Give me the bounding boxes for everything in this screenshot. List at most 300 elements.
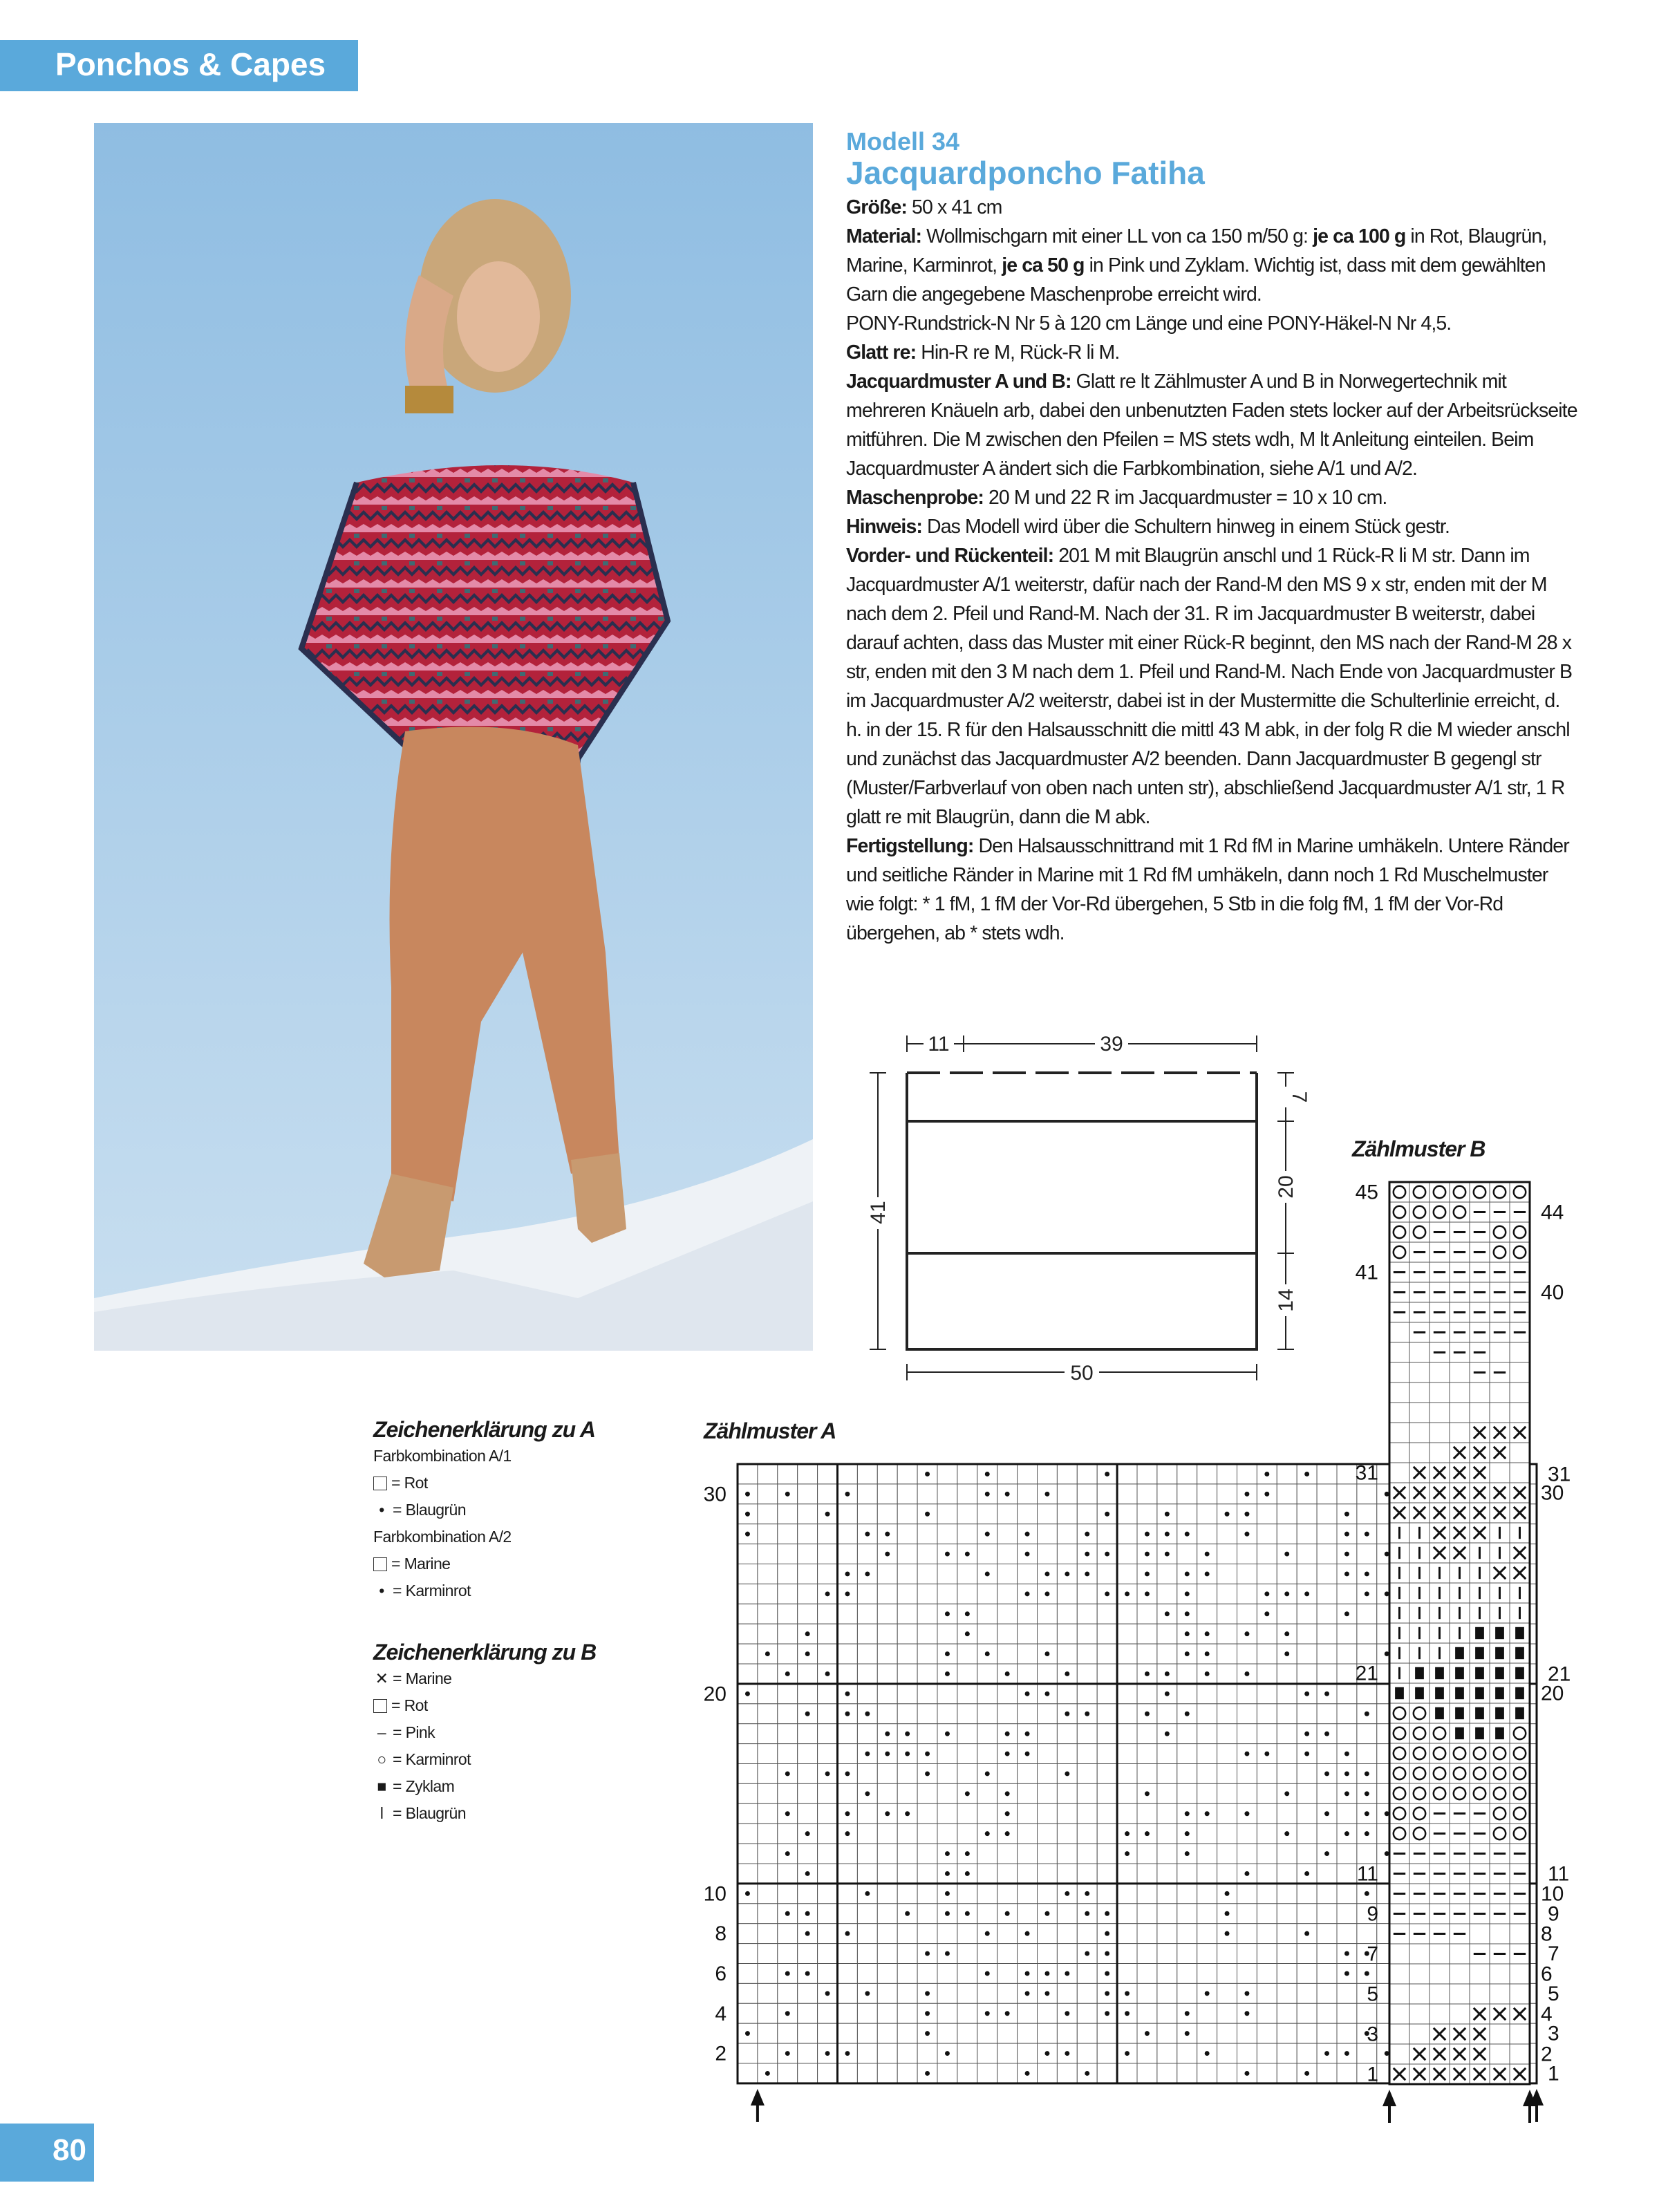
grid-cell — [838, 1724, 858, 1744]
grid-cell — [977, 1803, 997, 1824]
grid-cell — [897, 1604, 917, 1624]
grid-cell — [1409, 1743, 1430, 1763]
grid-cell — [977, 1504, 997, 1524]
legend-a-combo1-item: • = Blaugrün — [373, 1497, 622, 1524]
dot-mark — [925, 1771, 930, 1776]
grid-cell — [1057, 2023, 1077, 2043]
dot-mark — [1264, 1472, 1269, 1477]
grid-cell — [1317, 1824, 1337, 1844]
dot-mark — [1044, 1991, 1049, 1996]
square-mark — [1515, 1687, 1524, 1699]
row-label: 5 — [1367, 1983, 1378, 2006]
grid-cell — [1057, 1624, 1077, 1644]
grid-cell — [778, 1704, 798, 1724]
square-mark — [1475, 1687, 1484, 1699]
grid-cell — [778, 2023, 798, 2043]
grid-cell — [1057, 1983, 1077, 2003]
dot-mark — [805, 1712, 810, 1716]
square-mark — [1475, 1707, 1484, 1719]
grid-cell — [818, 2063, 838, 2083]
grid-cell — [1077, 1504, 1097, 1524]
dot-mark — [1205, 1651, 1210, 1656]
grid-cell — [1217, 1864, 1237, 1884]
grid-cell — [1197, 1684, 1217, 1704]
grid-cell — [1018, 1864, 1038, 1884]
dot-mark — [985, 1571, 990, 1576]
grid-cell — [877, 1924, 897, 1944]
grid-cell — [957, 1824, 977, 1844]
dot-mark — [805, 1971, 810, 1976]
dot-mark — [1185, 1532, 1190, 1537]
grid-cell — [1450, 1423, 1470, 1443]
grid-cell — [1038, 1944, 1058, 1964]
dot-mark — [1065, 2011, 1069, 2016]
grid-cell — [1197, 2023, 1217, 2043]
square-mark — [1455, 1647, 1464, 1659]
grid-cell — [877, 1884, 897, 1904]
grid-cell — [1490, 1182, 1510, 1202]
grid-cell — [1217, 1544, 1237, 1564]
grid-cell — [758, 2023, 778, 2043]
grid-cell — [1157, 1844, 1177, 1864]
dot-mark — [985, 1472, 990, 1477]
dot-mark — [1105, 1991, 1109, 1996]
instruction-stockinette: Glatt re: Hin-R re M, Rück-R li M. — [846, 341, 1120, 364]
grid-cell — [1157, 1964, 1177, 1984]
dot-mark — [825, 1771, 830, 1776]
grid-cell — [1490, 1763, 1510, 1783]
grid-cell — [897, 1644, 917, 1664]
grid-cell — [1157, 1884, 1177, 1904]
grid-cell — [1297, 1564, 1317, 1584]
grid-cell — [1157, 1924, 1177, 1944]
grid-cell — [1450, 1743, 1470, 1763]
grid-cell — [1237, 1904, 1257, 1924]
dot-mark — [925, 1752, 930, 1756]
grid-cell — [937, 1564, 957, 1584]
grid-cell — [917, 1904, 937, 1924]
grid-cell — [1277, 1704, 1297, 1724]
grid-cell — [937, 1684, 957, 1704]
grid-cell — [758, 1724, 778, 1744]
dot-mark — [845, 1831, 850, 1836]
grid-cell — [1297, 1904, 1317, 1924]
grid-cell — [1389, 1322, 1409, 1342]
legend-b-item: ǀ = Blaugrün — [373, 1800, 622, 1827]
grid-cell — [1317, 1944, 1337, 1964]
grid-cell — [778, 1544, 798, 1564]
grid-cell — [1137, 1604, 1157, 1624]
grid-cell — [997, 1524, 1018, 1544]
grid-cell — [1297, 1764, 1317, 1784]
grid-cell — [997, 1964, 1018, 1984]
dot-mark — [965, 1871, 970, 1876]
grid-cell — [1038, 1803, 1058, 1824]
grid-cell — [1237, 1844, 1257, 1864]
grid-cell — [1077, 1964, 1097, 1984]
grid-cell — [1510, 1382, 1530, 1403]
dot-mark — [1244, 1532, 1249, 1537]
grid-cell — [1277, 1524, 1297, 1544]
dot-mark — [745, 2031, 750, 2036]
grid-cell — [1137, 1764, 1157, 1784]
dot-mark — [765, 2071, 770, 2076]
dot-mark — [1284, 1591, 1289, 1596]
grid-cell — [897, 1764, 917, 1784]
grid-cell — [758, 1464, 778, 1484]
dot-mark — [1145, 1591, 1150, 1596]
dot-mark — [965, 1911, 970, 1916]
grid-cell — [1137, 1844, 1157, 1864]
square-mark — [1475, 1727, 1484, 1739]
grid-cell — [798, 1684, 818, 1704]
grid-cell — [1137, 1724, 1157, 1744]
grid-cell — [1157, 1824, 1177, 1844]
row-label: 6 — [715, 1962, 727, 1985]
dot-mark — [1225, 1512, 1230, 1517]
grid-cell — [1317, 1744, 1337, 1764]
grid-cell — [1157, 1983, 1177, 2003]
grid-cell — [1277, 1744, 1297, 1764]
grid-cell — [1470, 1783, 1490, 1803]
square-mark — [1455, 1727, 1464, 1739]
dim-top-left: 11 — [928, 1033, 950, 1056]
grid-cell — [897, 1824, 917, 1844]
grid-cell — [1409, 2024, 1430, 2044]
dot-mark — [1065, 1671, 1069, 1676]
grid-cell — [1018, 1664, 1038, 1684]
grid-cell — [818, 1864, 838, 1884]
grid-cell — [997, 1684, 1018, 1704]
grid-cell — [997, 1504, 1018, 1524]
dot-mark — [1085, 1911, 1089, 1916]
grid-cell — [1137, 1644, 1157, 1664]
grid-cell — [917, 1624, 937, 1644]
grid-cell — [1237, 1564, 1257, 1584]
grid-cell — [818, 1484, 838, 1504]
grid-cell — [838, 1964, 858, 1984]
grid-cell — [1450, 1362, 1470, 1382]
dot-mark — [965, 1791, 970, 1796]
grid-cell — [857, 1904, 877, 1924]
grid-cell — [1117, 1464, 1137, 1484]
square-mark — [1495, 1647, 1504, 1659]
dot-mark — [1025, 1732, 1030, 1736]
row-label: 9 — [1548, 1902, 1559, 1926]
grid-cell — [1018, 1564, 1038, 1584]
dot-mark — [1005, 1671, 1010, 1676]
grid-cell — [1237, 2043, 1257, 2063]
square-mark — [1435, 1707, 1444, 1719]
dot-mark — [1244, 2071, 1249, 2076]
grid-cell — [1317, 1544, 1337, 1564]
grid-cell — [977, 1704, 997, 1724]
grid-cell — [1217, 1803, 1237, 1824]
dot-mark — [1185, 1811, 1190, 1816]
grid-cell — [1430, 1723, 1450, 1743]
dot-mark — [1284, 1791, 1289, 1796]
legend-a-combo2-item: = Marine — [373, 1550, 622, 1577]
filled-square-icon: ■ — [377, 1777, 386, 1795]
dot-mark — [845, 1571, 850, 1576]
dot-mark — [1005, 1752, 1010, 1756]
dot-mark — [1324, 1811, 1329, 1816]
grid-cell — [1157, 1864, 1177, 1884]
grid-cell — [977, 1783, 997, 1803]
row-label: 31 — [1355, 1461, 1378, 1485]
grid-cell — [1097, 1764, 1117, 1784]
grid-cell — [1097, 1824, 1117, 1844]
grid-cell — [1409, 1703, 1430, 1723]
page-number-tab — [0, 2124, 94, 2182]
grid-cell — [1510, 1964, 1530, 1984]
dot-mark — [1085, 1951, 1089, 1956]
dot-mark — [845, 1712, 850, 1716]
grid-cell — [917, 1704, 937, 1724]
grid-cell — [877, 1624, 897, 1644]
grid-cell — [1117, 2023, 1137, 2043]
grid-cell — [1317, 1704, 1337, 1724]
dot-mark — [985, 1971, 990, 1976]
grid-cell — [917, 1564, 937, 1584]
row-label: 3 — [1367, 2023, 1378, 2046]
grid-cell — [758, 1544, 778, 1564]
dim-top-right: 39 — [1100, 1033, 1123, 1056]
instruction-gauge: Maschenprobe: 20 M und 22 R im Jacquardmuster = 10 x 10 cm. — [846, 487, 1387, 509]
grid-cell — [1277, 1484, 1297, 1504]
square-mark — [1395, 1687, 1404, 1699]
grid-cell — [1237, 1944, 1257, 1964]
grid-cell — [897, 1964, 917, 1984]
grid-cell — [1197, 1783, 1217, 1803]
square-mark — [1495, 1627, 1504, 1639]
grid-cell — [1157, 1464, 1177, 1484]
grid-cell — [997, 1844, 1018, 1864]
instruction-size: Größe: 50 x 41 cm — [846, 196, 1002, 218]
grid-cell — [758, 1824, 778, 1844]
grid-cell — [1277, 2023, 1297, 2043]
grid-cell — [957, 1704, 977, 1724]
square-mark — [1415, 1667, 1424, 1679]
grid-cell — [857, 1844, 877, 1864]
grid-cell — [1077, 1624, 1097, 1644]
dot-mark — [1165, 1671, 1170, 1676]
dot-mark — [845, 1811, 850, 1816]
grid-cell — [1177, 1684, 1197, 1704]
grid-cell — [897, 1844, 917, 1864]
grid-cell — [937, 1744, 957, 1764]
grid-cell — [738, 1864, 758, 1884]
dot-mark — [1125, 2011, 1130, 2016]
grid-cell — [1389, 2044, 1409, 2064]
grid-cell — [1197, 1904, 1217, 1924]
dot-mark — [945, 1671, 950, 1676]
grid-cell — [758, 1704, 778, 1724]
grid-cell — [758, 1783, 778, 1803]
grid-cell — [1430, 1743, 1450, 1763]
row-label: 9 — [1367, 1902, 1378, 1926]
grid-cell — [838, 2023, 858, 2043]
dot-mark — [885, 1532, 890, 1537]
chart-a-grid — [691, 1452, 1571, 2136]
grid-cell — [1297, 1803, 1317, 1824]
grid-cell — [838, 1664, 858, 1684]
grid-cell — [1257, 2063, 1277, 2083]
grid-cell — [1470, 1382, 1490, 1403]
grid-cell — [1257, 1564, 1277, 1584]
grid-cell — [1277, 1944, 1297, 1964]
grid-cell — [1317, 1884, 1337, 1904]
grid-cell — [1430, 1202, 1450, 1222]
grid-cell — [1177, 1664, 1197, 1684]
grid-cell — [977, 1604, 997, 1624]
grid-cell — [1177, 1944, 1197, 1964]
grid-cell — [857, 1764, 877, 1784]
grid-cell — [1389, 1403, 1409, 1423]
grid-cell — [1257, 1864, 1277, 1884]
dot-mark — [1165, 1732, 1170, 1736]
grid-cell — [1197, 1844, 1217, 1864]
grid-cell — [1257, 1764, 1277, 1784]
dot-mark — [1205, 1571, 1210, 1576]
dot-mark — [745, 1512, 750, 1517]
grid-cell — [857, 1604, 877, 1624]
grid-cell — [738, 2063, 758, 2083]
grid-cell — [1157, 1904, 1177, 1924]
grid-cell — [977, 1884, 997, 1904]
grid-cell — [1317, 1464, 1337, 1484]
empty-box-icon — [373, 1477, 387, 1490]
grid-cell — [957, 1664, 977, 1684]
grid-cell — [1409, 1723, 1430, 1743]
grid-cell — [1057, 1944, 1077, 1964]
grid-cell — [818, 1724, 838, 1744]
grid-cell — [1117, 1864, 1137, 1884]
dot-mark — [805, 1911, 810, 1916]
grid-cell — [1510, 2024, 1530, 2044]
grid-cell — [1177, 2063, 1197, 2083]
dot-mark — [845, 1492, 850, 1497]
row-label: 30 — [1541, 1481, 1564, 1505]
dot-mark — [1284, 1651, 1289, 1656]
grid-cell — [1077, 1764, 1097, 1784]
grid-cell — [758, 1604, 778, 1624]
dot-mark — [1044, 1971, 1049, 1976]
dot-mark — [1025, 1991, 1030, 1996]
dot-mark — [1065, 1771, 1069, 1776]
row-label: 10 — [703, 1882, 727, 1906]
grid-cell — [778, 1464, 798, 1484]
grid-cell — [1237, 2023, 1257, 2043]
grid-cell — [1038, 1724, 1058, 1744]
grid-cell — [1177, 1544, 1197, 1564]
grid-cell — [1097, 1744, 1117, 1764]
grid-cell — [1077, 1484, 1097, 1504]
grid-cell — [1297, 2023, 1317, 2043]
dot-mark — [1044, 1691, 1049, 1696]
grid-cell — [1038, 2063, 1058, 2083]
dot-mark — [1165, 1611, 1170, 1616]
dot-mark — [1244, 2011, 1249, 2016]
dot-mark — [1044, 1911, 1049, 1916]
grid-cell — [798, 1564, 818, 1584]
grid-cell — [1117, 1803, 1137, 1824]
grid-cell — [857, 1584, 877, 1604]
schematic-diagram — [857, 1023, 1311, 1396]
grid-cell — [1257, 1544, 1277, 1564]
dot-mark — [1225, 1891, 1230, 1896]
grid-cell — [1057, 1524, 1077, 1544]
grid-cell — [1077, 1824, 1097, 1844]
grid-cell — [1409, 1984, 1430, 2004]
grid-cell — [917, 1724, 937, 1744]
grid-cell — [798, 1783, 818, 1803]
grid-cell — [1038, 1504, 1058, 1524]
grid-cell — [1317, 1524, 1337, 1544]
instruction-jacquard: Jacquardmuster A und B: Glatt re lt Zählmuster A und B in Norwegertechnik mit mehreren Knäueln arb, dabei den unbenutzten Faden stets locker auf der Arbeitsrückseite mitführen. Die M zwischen den Pfeilen = MS stets wdh, M lt Anleitung einteilen. Beim Jacquardmuster A ändert sich die Farbkombination, siehe A/1 und A/2. — [846, 371, 1577, 480]
grid-cell — [798, 1844, 818, 1864]
grid-cell — [1430, 1984, 1450, 2004]
grid-cell — [838, 1544, 858, 1564]
dot-mark — [1304, 1931, 1309, 1936]
grid-cell — [1237, 1884, 1257, 1904]
grid-cell — [1409, 1423, 1430, 1443]
square-mark — [1455, 1707, 1464, 1719]
dot-mark — [1304, 1871, 1309, 1876]
grid-cell — [1018, 1464, 1038, 1484]
dot-mark — [1145, 2031, 1150, 2036]
grid-cell — [977, 1983, 997, 2003]
grid-cell — [1097, 1624, 1117, 1644]
dot-mark — [1025, 1931, 1030, 1936]
grid-cell — [1038, 1544, 1058, 1564]
grid-cell — [937, 1584, 957, 1604]
grid-cell — [957, 1564, 977, 1584]
grid-cell — [937, 2023, 957, 2043]
grid-cell — [1018, 1504, 1038, 1524]
grid-cell — [818, 1704, 838, 1724]
grid-cell — [738, 1604, 758, 1624]
grid-cell — [977, 1664, 997, 1684]
grid-cell — [1470, 1182, 1490, 1202]
grid-cell — [738, 2043, 758, 2063]
grid-cell — [1257, 1904, 1277, 1924]
grid-cell — [857, 1824, 877, 1844]
grid-cell — [758, 1584, 778, 1604]
grid-cell — [838, 1983, 858, 2003]
grid-cell — [738, 1783, 758, 1803]
grid-cell — [1197, 1924, 1217, 1944]
grid-cell — [1057, 2063, 1077, 2083]
grid-cell — [1257, 2023, 1277, 2043]
dot-mark — [1105, 1971, 1109, 1976]
grid-cell — [818, 1464, 838, 1484]
grid-cell — [877, 1604, 897, 1624]
grid-cell — [1117, 2063, 1137, 2083]
row-label: 6 — [1541, 1962, 1553, 1986]
dot-mark — [765, 1651, 770, 1656]
dot-mark — [865, 1891, 870, 1896]
dot-mark — [1065, 1891, 1069, 1896]
grid-cell — [1297, 1644, 1317, 1664]
dim-left: 41 — [867, 1201, 890, 1224]
dot-mark — [925, 2071, 930, 2076]
grid-cell — [957, 1744, 977, 1764]
dot-icon: • — [379, 1501, 384, 1519]
grid-cell — [1510, 1743, 1530, 1763]
grid-cell — [1409, 1342, 1430, 1362]
grid-cell — [1097, 1664, 1117, 1684]
